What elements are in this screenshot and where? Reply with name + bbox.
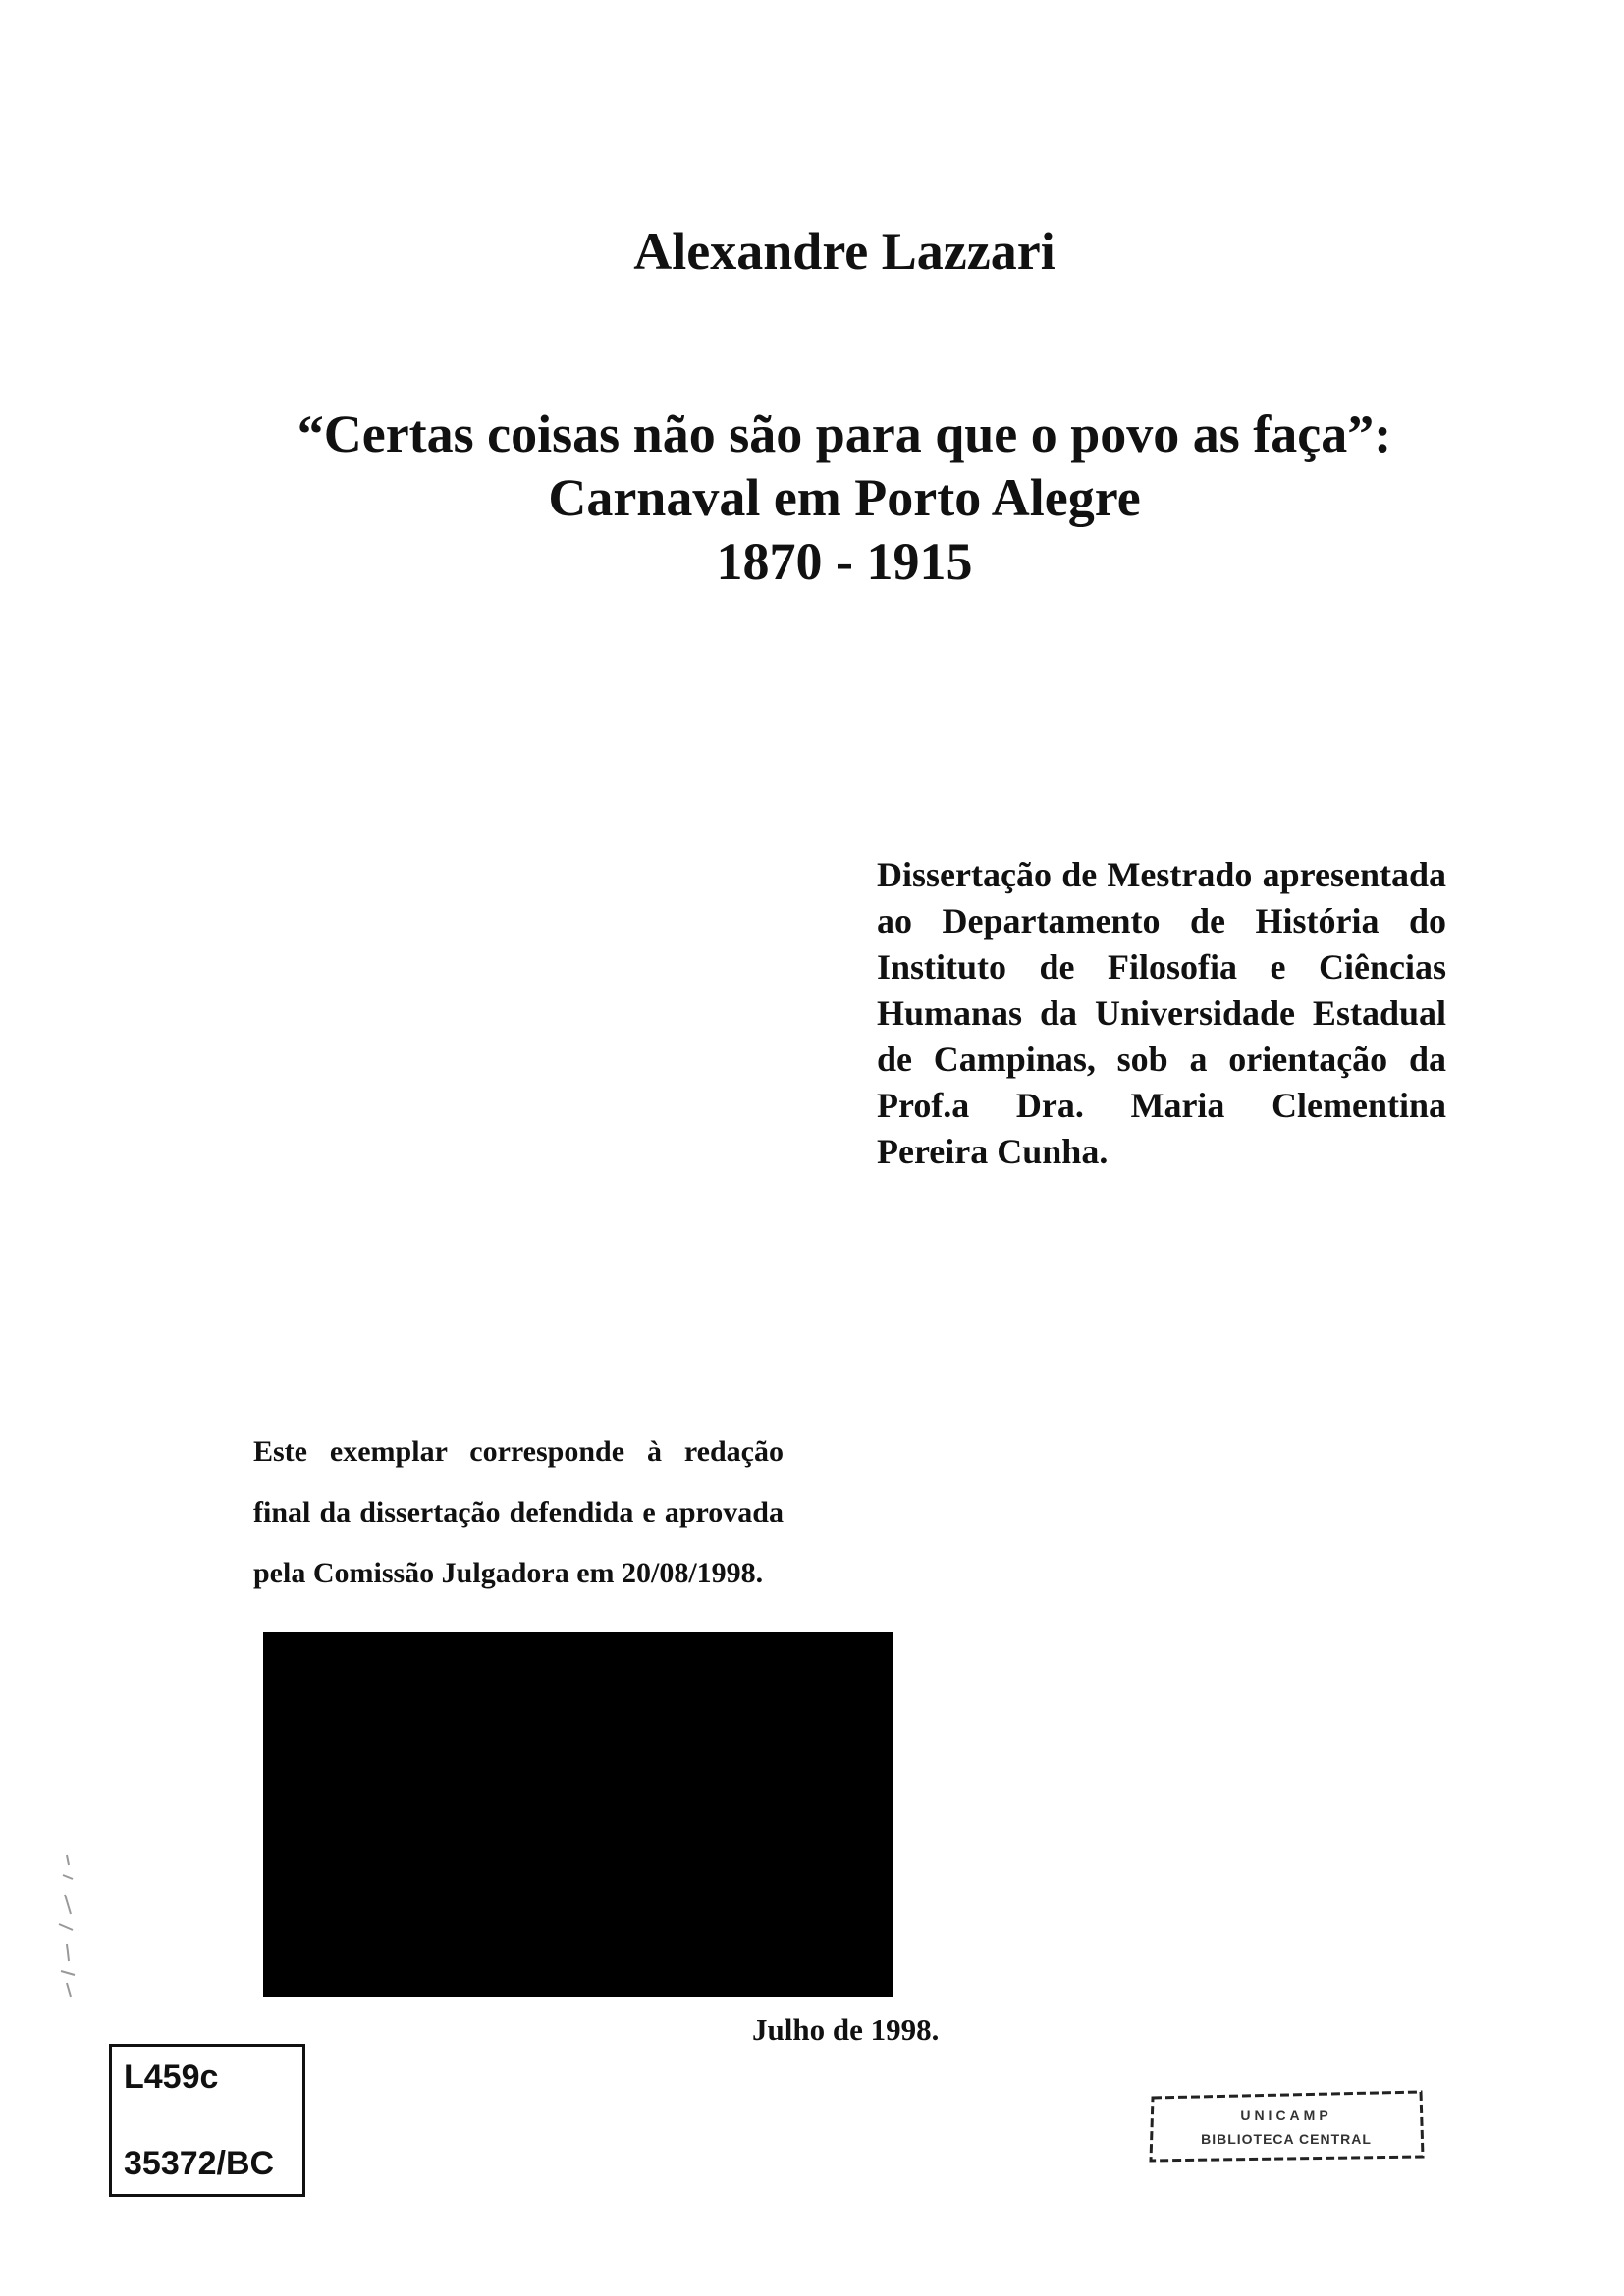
approval-note: Este exemplar corresponde à redação final da dissertação defendida e aprovada pela Comissão Julgadora em 20/08/1998. (253, 1435, 784, 1589)
title-line-3: 1870 - 1915 (716, 532, 973, 591)
call-number-line-2: 35372/BC (124, 2145, 275, 2182)
redaction-block (263, 1632, 893, 1997)
title-line-1: “Certas coisas não são para que o povo as faça”: (297, 404, 1392, 463)
call-number-label (109, 2044, 305, 2197)
date-line: Julho de 1998. (752, 2012, 940, 2047)
stamp-line-2: BIBLIOTECA CENTRAL (1201, 2131, 1372, 2147)
dissertation-description: Dissertação de Mestrado apresentada ao Departamento de História do Instituto de Filosofia e Ciências Humanas da Universidade Estadual de Campinas, sob a orientação da Prof.a Dra. Maria Clementina Pereira Cunha. (877, 855, 1446, 1171)
library-stamp (1147, 2088, 1427, 2163)
stamp-line-1: UNICAMP (1240, 2108, 1332, 2123)
call-number-line-1: L459c (124, 2058, 219, 2096)
title-line-2: Carnaval em Porto Alegre (548, 468, 1141, 527)
margin-scribble-icon (39, 1845, 98, 2002)
author-name: Alexandre Lazzari (633, 222, 1056, 281)
thesis-title (0, 402, 1624, 594)
